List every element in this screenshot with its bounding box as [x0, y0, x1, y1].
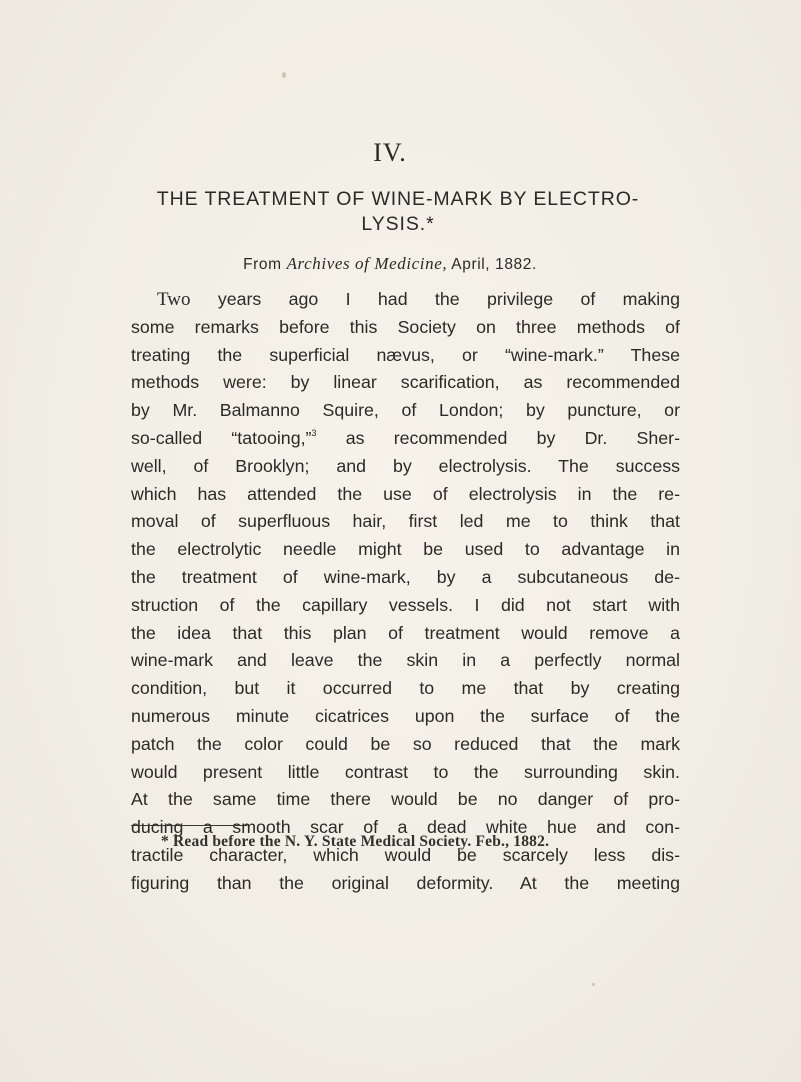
- body-line-text: condition, but it occurred to me that by creating: [131, 678, 680, 699]
- body-line: [131, 286, 680, 314]
- body-line: [131, 592, 680, 620]
- body-line-text: the treatment of wine-mark, by a subcutaneous de-: [131, 566, 680, 587]
- reference-superscript: 3: [311, 427, 317, 438]
- body-line-text: patch the color could be so reduced that the mark: [131, 733, 680, 754]
- body-line-text: methods were: by linear scarification, as recommended: [131, 372, 680, 393]
- body-line: [131, 536, 680, 564]
- body-line-text: some remarks before this Society on three methods of: [131, 316, 680, 337]
- body-line-text: moval of superfluous hair, first led me to think that: [131, 511, 680, 532]
- source-prefix: From: [243, 256, 287, 273]
- body-line-text: well, of Brooklyn; and by electrolysis. The success: [131, 455, 680, 476]
- body-line: [131, 675, 680, 703]
- body-line: [131, 620, 680, 648]
- body-line-text: treating the superficial nævus, or “wine-mark.” These: [131, 344, 680, 365]
- body-text: [131, 286, 680, 898]
- body-line: [131, 564, 680, 592]
- chapter-title-line-1: THE TREATMENT OF WINE-MARK BY ELECTRO-: [156, 188, 640, 210]
- source-date: April, 1882.: [447, 256, 537, 273]
- body-line-text: figuring than the original deformity. At the meeting: [131, 872, 680, 893]
- chapter-title: [126, 187, 670, 237]
- paper-speck: [592, 983, 595, 986]
- body-line-text: numerous minute cicatrices upon the surface of the: [131, 705, 680, 726]
- body-line-text: as recommended by Dr. Sher-: [316, 427, 680, 448]
- body-line: [131, 481, 680, 509]
- footnote-rule: [131, 825, 247, 826]
- footnote: * Read before the N. Y. State Medical Society. Feb., 1882.: [161, 833, 550, 850]
- body-line: [131, 453, 680, 481]
- body-line-text: wine-mark and leave the skin in a perfectly normal: [131, 650, 680, 671]
- source-citation: [0, 254, 780, 274]
- body-line: [131, 314, 680, 342]
- body-line-text: would present little contrast to the surrounding skin.: [131, 761, 680, 782]
- body-line-text: tractile character, which would be scarcely less dis-: [131, 844, 680, 865]
- body-line-text: At the same time there would be no danger of pro-: [131, 789, 680, 810]
- body-line: [131, 397, 680, 425]
- body-line: [131, 786, 680, 814]
- body-line-text: years ago I had the privilege of making: [190, 289, 680, 309]
- chapter-number: IV.: [373, 138, 407, 167]
- source-journal: Archives of Medicine,: [286, 254, 448, 273]
- body-line: [131, 342, 680, 370]
- body-line: [131, 425, 680, 453]
- body-line: [131, 759, 680, 787]
- body-line: [131, 731, 680, 759]
- body-line: [131, 647, 680, 675]
- body-line-text: struction of the capillary vessels. I did not start with: [131, 594, 680, 615]
- body-line-text: which has attended the use of electrolysis in the re-: [131, 483, 680, 504]
- body-line-text: by Mr. Balmanno Squire, of London; by puncture, or: [131, 400, 680, 421]
- chapter-title-line-2: LYSIS.*: [361, 213, 435, 235]
- body-line-text: so-called “tatooing,”: [131, 427, 312, 448]
- body-line: [131, 369, 680, 397]
- body-line: [131, 508, 680, 536]
- body-line-text: the electrolytic needle might be used to advantage in: [131, 539, 680, 560]
- paper-speck: [282, 72, 286, 78]
- body-lead-word: Two: [157, 289, 191, 310]
- body-line-text: the idea that this plan of treatment would remove a: [131, 622, 680, 643]
- body-line: [131, 870, 680, 898]
- body-line-text: ducing a smooth scar of a dead white hue and con-: [131, 817, 680, 838]
- body-line: [131, 703, 680, 731]
